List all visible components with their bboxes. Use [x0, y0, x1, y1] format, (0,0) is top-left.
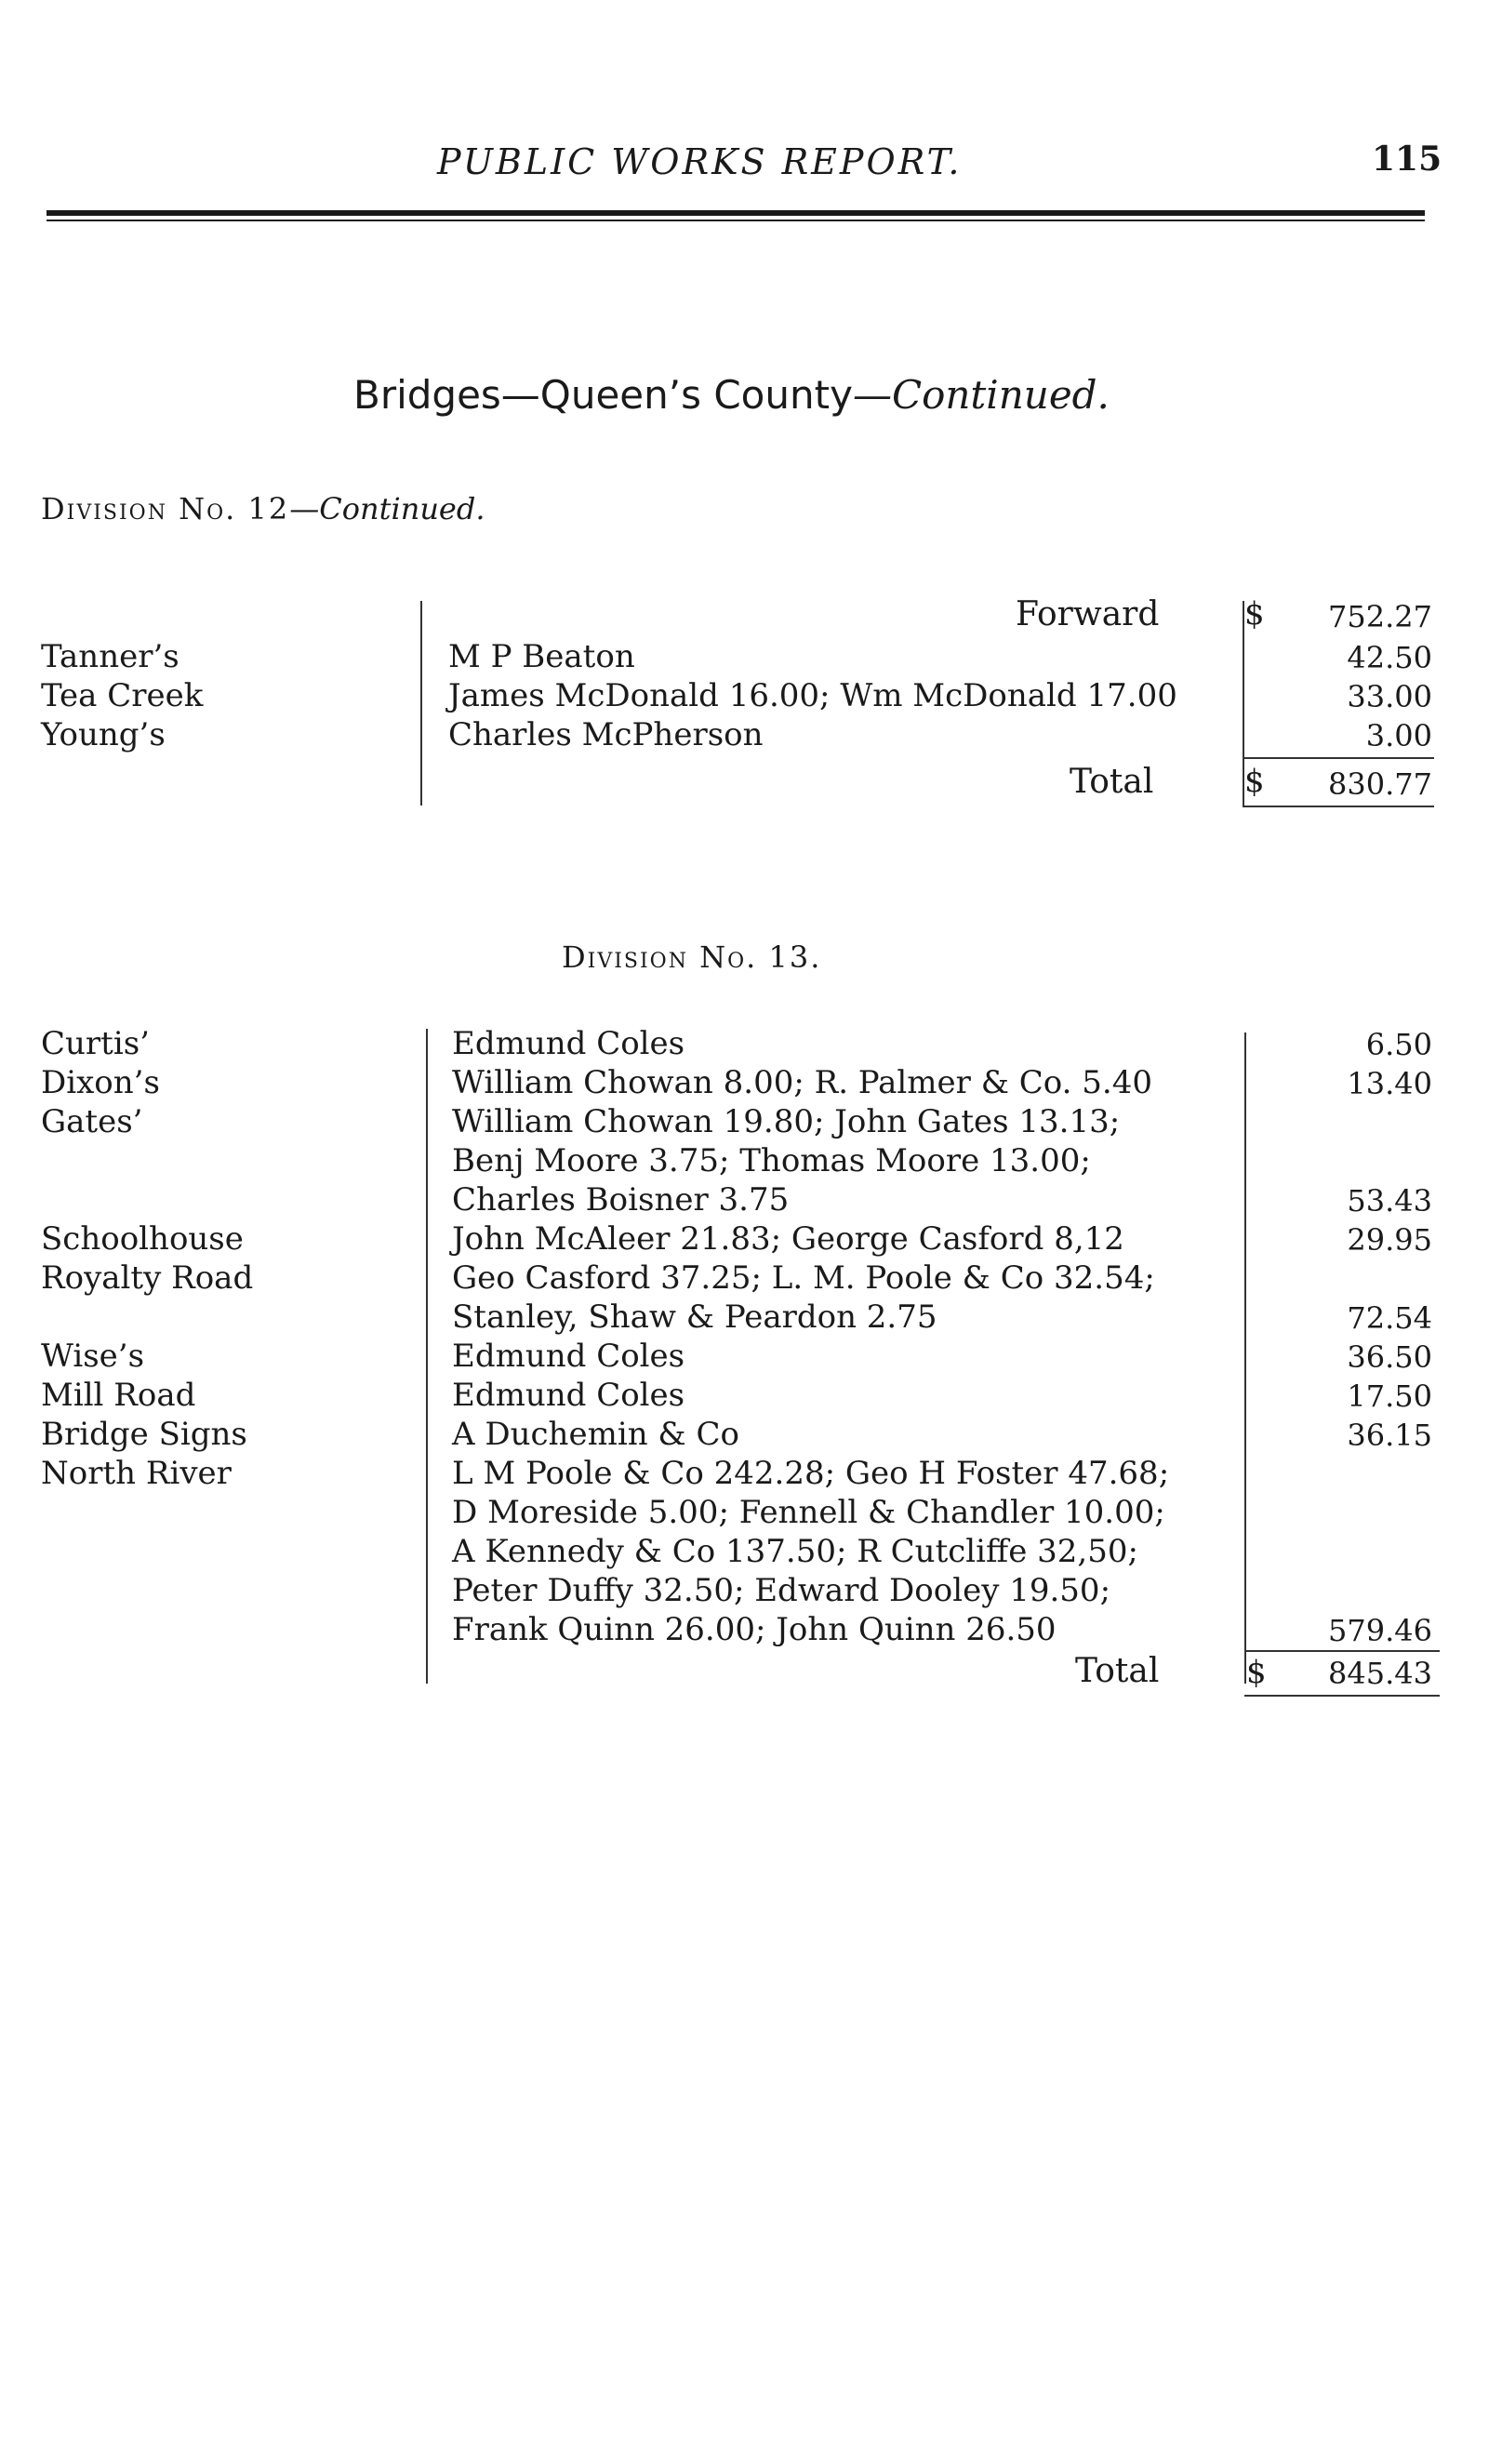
division-12-total-rule	[1244, 806, 1434, 807]
division-13-line: Edmund Coles	[452, 1025, 685, 1062]
division-13-heading: Division No. 13.	[562, 939, 822, 975]
division-12-total-amount: 830.77	[1328, 766, 1432, 802]
division-12-row-label: Tea Creek	[41, 677, 204, 714]
section-title	[353, 372, 1110, 418]
division-12-left-rule	[420, 601, 422, 806]
division-13-label: Schoolhouse	[41, 1220, 244, 1258]
division-13-line: William Chowan 8.00; R. Palmer & Co. 5.40	[452, 1064, 1152, 1101]
division-13-line: D Moreside 5.00; Fennell & Chandler 10.00;	[452, 1494, 1165, 1531]
forward-amount: 752.27	[1328, 599, 1432, 634]
division-13-label: Dixon’s	[41, 1064, 160, 1101]
division-12-title: Division No. 12	[41, 491, 290, 526]
division-13-amount: 579.46	[1328, 1613, 1432, 1648]
division-13-label: Gates’	[41, 1103, 143, 1140]
division-13-line: L M Poole & Co 242.28; Geo H Foster 47.68;	[452, 1455, 1170, 1492]
section-continued: —Continued.	[852, 372, 1110, 418]
header-rule-thin	[47, 220, 1425, 221]
division-13-line: Edmund Coles	[452, 1377, 685, 1414]
division-13-line: William Chowan 19.80; John Gates 13.13;	[452, 1103, 1121, 1140]
division-13-total-label: Total	[1075, 1652, 1160, 1690]
division-13-line: Peter Duffy 32.50; Edward Dooley 19.50;	[452, 1572, 1111, 1609]
division-12-row-amount: 3.00	[1365, 718, 1432, 753]
division-13-amount: 53.43	[1347, 1183, 1432, 1219]
division-12-row-desc: M P Beaton	[448, 638, 635, 675]
page-number: 115	[1372, 140, 1442, 179]
division-13-amount: 72.54	[1347, 1300, 1432, 1336]
forward-label: Forward	[1016, 595, 1160, 633]
division-13-total-amount: 845.43	[1328, 1656, 1432, 1691]
division-13-sum-rule	[1244, 1650, 1440, 1652]
division-13-label: Royalty Road	[41, 1259, 254, 1297]
division-13-total-rule	[1244, 1695, 1440, 1697]
division-13-amount: 13.40	[1347, 1066, 1432, 1101]
division-13-line: Stanley, Shaw & Peardon 2.75	[452, 1299, 937, 1336]
division-12-row-desc: James McDonald 16.00; Wm McDonald 17.00	[448, 677, 1177, 714]
division-13-amount: 6.50	[1365, 1027, 1432, 1062]
forward-dollar: $	[1244, 595, 1265, 633]
division-13-line: Frank Quinn 26.00; John Quinn 26.50	[452, 1611, 1057, 1648]
division-12-sum-rule	[1244, 757, 1434, 759]
division-12-row-label: Young’s	[41, 716, 166, 753]
division-13-line: John McAleer 21.83; George Casford 8,12	[452, 1220, 1124, 1258]
division-12-total-dollar: $	[1244, 763, 1265, 800]
division-13-label: Curtis’	[41, 1025, 150, 1062]
division-13-amount: 36.50	[1347, 1339, 1432, 1375]
division-12-continued: —Continued.	[289, 491, 485, 526]
running-title: PUBLIC WORKS REPORT.	[437, 141, 963, 182]
division-12-heading	[41, 491, 485, 526]
division-12-row-label: Tanner’s	[41, 638, 179, 675]
division-13-label: Bridge Signs	[41, 1416, 247, 1453]
division-13-line: Geo Casford 37.25; L. M. Poole & Co 32.54;	[452, 1259, 1155, 1297]
division-13-label: Mill Road	[41, 1377, 196, 1414]
section-title-text: Bridges—Queen’s County	[353, 372, 853, 418]
division-13-label: Wise’s	[41, 1338, 145, 1375]
division-12-row-amount: 33.00	[1347, 679, 1432, 714]
header-rule	[47, 210, 1425, 216]
division-13-line: A Duchemin & Co	[452, 1416, 739, 1453]
division-13-amount: 36.15	[1347, 1418, 1432, 1453]
division-13-line: A Kennedy & Co 137.50; R Cutcliffe 32,50;	[452, 1533, 1138, 1570]
division-13-amount: 29.95	[1347, 1222, 1432, 1258]
division-13-line: Edmund Coles	[452, 1338, 685, 1375]
division-13-total-dollar: $	[1246, 1654, 1267, 1691]
division-13-label: North River	[41, 1455, 232, 1492]
division-13-line: Benj Moore 3.75; Thomas Moore 13.00;	[452, 1142, 1091, 1179]
division-12-total-label: Total	[1070, 763, 1154, 801]
division-13-left-rule	[426, 1029, 428, 1684]
division-13-line: Charles Boisner 3.75	[452, 1181, 790, 1219]
division-13-amount: 17.50	[1347, 1379, 1432, 1414]
division-12-row-desc: Charles McPherson	[448, 716, 764, 753]
division-12-row-amount: 42.50	[1347, 640, 1432, 675]
